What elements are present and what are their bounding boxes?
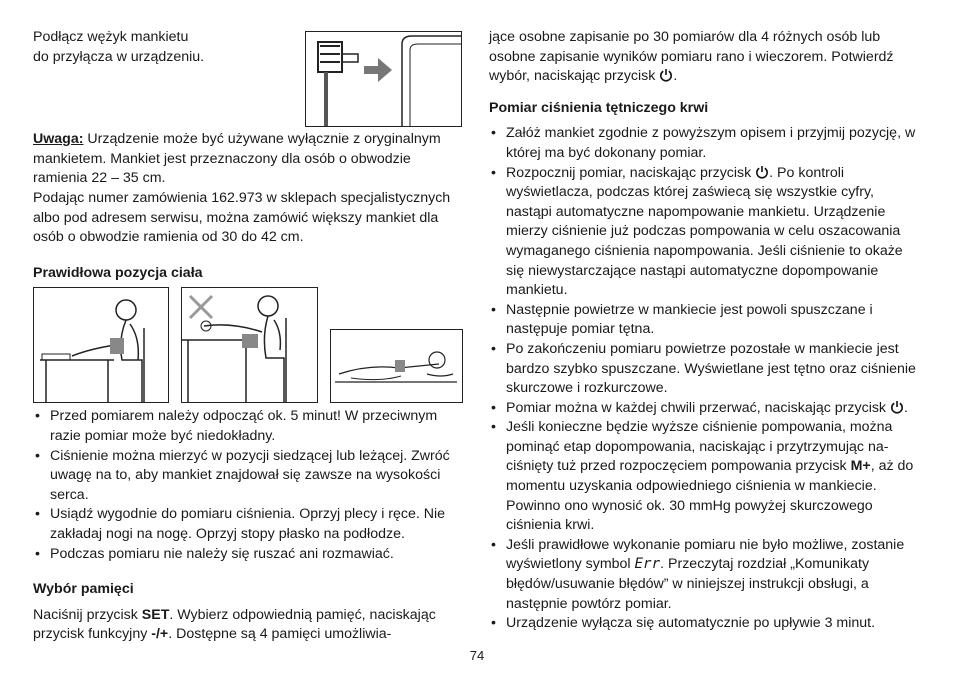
- wrong-posture-illustration: [181, 287, 318, 403]
- list-item: • Po zakończeniu pomiaru powietrze pozostałe w mankiecie jest bardzo szybko spuszczane. Wyświetlane jest tętno oraz ciśnienie skurczowe i rozkurczowe.: [489, 340, 921, 399]
- continuation-paragraph: [489, 28, 921, 87]
- list-item: • Ciśnienie można mierzyć w pozycji siedzącej lub leżącej. Zwróć uwagę na to, aby mankiet znajdował się zawsze na wysokości serca.: [33, 447, 461, 506]
- posture-list: [33, 407, 461, 564]
- lying-posture-illustration: [330, 329, 463, 403]
- list-item: • Urządzenie wyłącza się automatycznie po upływie 3 minut.: [489, 614, 921, 634]
- set-key-label: SET: [141, 606, 170, 623]
- list-item: [489, 399, 921, 419]
- continuation-end: .: [673, 68, 678, 85]
- memory-text-3: . Dostępne są 4 pamięci umożliwia-: [168, 626, 392, 643]
- bp-heading: Pomiar ciśnienia tętniczego krwi: [489, 99, 709, 116]
- memory-text-1: Naciśnij przycisk: [33, 606, 142, 623]
- list-item: • Następnie powietrze w mankiecie jest powoli spuszczane i następuje pomiar tętna.: [489, 301, 921, 340]
- bp-list: [489, 124, 921, 633]
- list-item: • Przed pomiarem należy odpocząć ok. 5 minut! W przeciwnym razie pomiar może być niedokładny.: [33, 407, 461, 446]
- memory-text-2: . Wybierz odpowiednią pamięć, naciskając przycisk funkcyjny: [33, 606, 436, 643]
- connect-line-1: Podłącz wężyk mankietu: [33, 29, 189, 45]
- m-plus-key-label: M+: [850, 458, 871, 475]
- b2-text-2: . Po kontroli wyświetlacza, podczas której zaświecą się wszystkie cyfry, nastąpi automatyczne napompowanie mankietu. Urządzenie mierzy ciśnienie już podczas pompowania w celu oszacowania wymaganego ciśnienia napompowania. Jeśli ciśnienie to okaże się niewystarczające nastąpi automatyczne dopompowanie mankietu.: [506, 164, 903, 299]
- b5-text-1: Pomiar można w każdej chwili przerwać, naciskając przycisk: [506, 399, 890, 416]
- power-icon: [659, 68, 673, 82]
- b6-text-2: , aż do momentu uzyskania odpowiedniego ciśnienia w mankiecie. Powinno ono wynosić ok. 30 mmHg powyżej skurczowego ciśnienia krwi.: [506, 458, 914, 534]
- connect-line-2: do przyłącza w urządzeniu.: [33, 48, 205, 65]
- continuation-text: jące osobne zapisanie po 30 pomiarów dla 4 różnych osób lub osobne zapisanie wyników pomiaru rano i wieczorem. Potwierdź wybór, naciskając przycisk: [489, 29, 894, 85]
- b6-text-1: Jeśli konieczne będzie wyższe ciśnienie pompowania, można pominąć etap dopompowania, naciskając i przytrzymując naciśnięty tuż przed rozpoczęciem pompowania przycisk: [506, 419, 893, 475]
- warning-text: Urządzenie może być używane wyłącznie z oryginalnym mankietem. Mankiet jest przeznaczony dla osób o obwodzie ramienia 22 – 35 cm.: [33, 131, 441, 187]
- list-item: [489, 164, 921, 301]
- b5-text-2: .: [903, 399, 908, 416]
- list-item: [489, 536, 921, 614]
- b2-text-1: Rozpocznij pomiar, naciskając przycisk: [506, 164, 756, 181]
- power-icon: [890, 400, 904, 414]
- err-symbol: Err: [634, 556, 661, 573]
- list-item: • Usiądź wygodnie do pomiaru ciśnienia. Oprzyj plecy i ręce. Nie zakładaj nogi na nogę. Oprzyj stopy płasko na podłodze.: [33, 505, 461, 544]
- order-paragraph: Podając numer zamówienia 162.973 w sklepach specjalistycznych albo pod adresem serwisu, można zamówić większy mankiet dla osób o obwodzie ramienia od 30 do 42 cm.: [33, 189, 451, 246]
- list-item: [489, 418, 921, 536]
- warning-label: Uwaga:: [33, 131, 84, 148]
- b7-text-2: . Przeczytaj rozdział „Komunikaty błędów/usuwanie błędów” w niniejszej instrukcji obsługi, a następnie powtórz pomiar.: [506, 556, 870, 612]
- list-item: • Załóż mankiet zgodnie z powyższym opisem i przyjmij pozycję, w której ma być dokonany pomiar.: [489, 124, 921, 163]
- seated-posture-illustration: [33, 287, 169, 403]
- memory-paragraph: [33, 606, 461, 645]
- b7-text-1: Jeśli prawidłowe wykonanie pomiaru nie było możliwe, zostanie wyświetlony symbol: [506, 536, 905, 573]
- plus-minus-key-label: -/+: [151, 626, 169, 643]
- posture-heading: Prawidłowa pozycja ciała: [33, 264, 203, 281]
- power-icon: [755, 165, 769, 179]
- list-item: • Podczas pomiaru nie należy się ruszać ani rozmawiać.: [33, 545, 461, 565]
- warning-paragraph: [33, 130, 461, 189]
- memory-heading: Wybór pamięci: [33, 581, 134, 598]
- page-number: 74: [469, 648, 485, 663]
